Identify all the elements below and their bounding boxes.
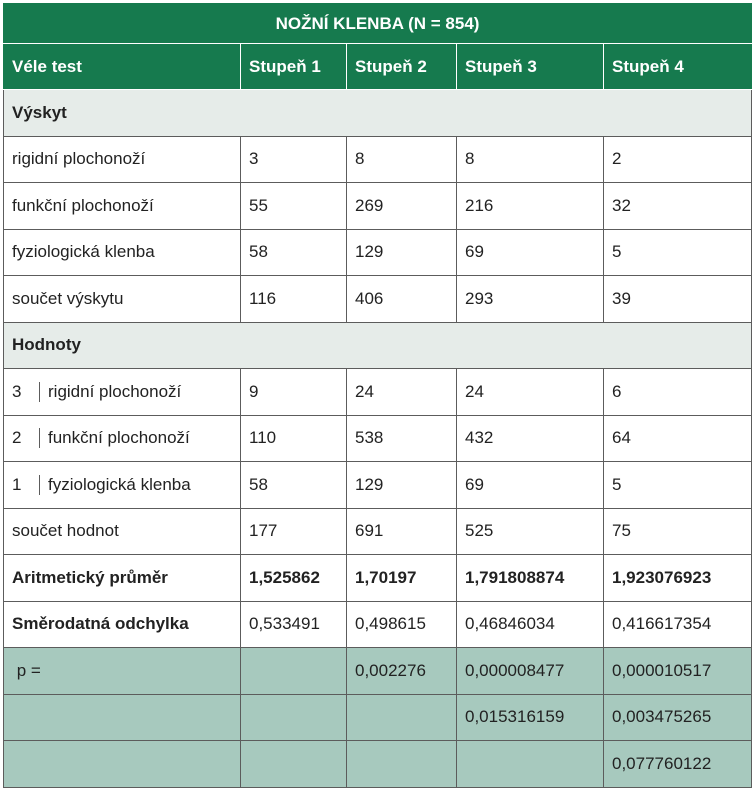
cell-value: 8	[347, 136, 457, 183]
cell-value: 58	[241, 462, 347, 509]
cell-value: 1,791808874	[457, 555, 604, 602]
cell-value: 1,525862	[241, 555, 347, 602]
header-test: Véle test	[4, 44, 241, 90]
header-grade-4: Stupeň 4	[604, 44, 752, 90]
row-index: 2	[4, 428, 40, 448]
table-row	[4, 462, 752, 509]
header-grade-3: Stupeň 3	[457, 44, 604, 90]
cell-value: 6	[604, 369, 752, 416]
cell-value	[241, 694, 347, 741]
cell-value	[347, 741, 457, 788]
cell-value: 525	[457, 508, 604, 555]
section-row-hodnoty	[4, 322, 752, 369]
foot-arch-table	[3, 3, 752, 788]
cell-value: 0,416617354	[604, 601, 752, 648]
row-label: fyziologická klenba	[48, 474, 191, 494]
data-table-container	[3, 3, 751, 788]
cell-value: 9	[241, 369, 347, 416]
table-row	[4, 183, 752, 230]
cell-value: 2	[604, 136, 752, 183]
cell-value	[241, 741, 347, 788]
table-row-p	[4, 694, 752, 741]
cell-value: 69	[457, 462, 604, 509]
table-header-row	[4, 44, 752, 90]
table-row-stddev	[4, 601, 752, 648]
cell-value: 58	[241, 229, 347, 276]
row-label: součet hodnot	[4, 508, 241, 555]
cell-value: 269	[347, 183, 457, 230]
table-title-row	[4, 4, 752, 44]
cell-value: 1,923076923	[604, 555, 752, 602]
table-row-mean	[4, 555, 752, 602]
cell-value: 0,000008477	[457, 648, 604, 695]
cell-value: 5	[604, 462, 752, 509]
cell-value: 116	[241, 276, 347, 323]
row-label: Aritmetický průměr	[4, 555, 241, 602]
cell-value: 64	[604, 415, 752, 462]
cell-value: 0,498615	[347, 601, 457, 648]
row-label: rigidní plochonoží	[4, 136, 241, 183]
row-index: 3	[4, 382, 40, 402]
row-index: 1	[4, 475, 40, 495]
row-label: funkční plochonoží	[48, 428, 190, 448]
cell-value: 216	[457, 183, 604, 230]
cell-value: 432	[457, 415, 604, 462]
cell-value: 691	[347, 508, 457, 555]
cell-value: 0,533491	[241, 601, 347, 648]
cell-value: 538	[347, 415, 457, 462]
cell-value: 129	[347, 462, 457, 509]
row-label: rigidní plochonoží	[48, 381, 182, 401]
cell-value	[457, 741, 604, 788]
cell-value: 5	[604, 229, 752, 276]
header-grade-2: Stupeň 2	[347, 44, 457, 90]
cell-value	[347, 694, 457, 741]
section-row-vyskyt	[4, 90, 752, 137]
cell-value: 8	[457, 136, 604, 183]
table-row-sum	[4, 508, 752, 555]
table-row	[4, 415, 752, 462]
cell-value: 406	[347, 276, 457, 323]
table-row-p	[4, 648, 752, 695]
cell-value: 69	[457, 229, 604, 276]
section-label: Hodnoty	[4, 322, 752, 369]
row-label: Směrodatná odchylka	[4, 601, 241, 648]
cell-value: 0,003475265	[604, 694, 752, 741]
cell-value: 32	[604, 183, 752, 230]
row-label	[4, 741, 241, 788]
row-label: součet výskytu	[4, 276, 241, 323]
row-label: fyziologická klenba	[4, 229, 241, 276]
cell-value: 293	[457, 276, 604, 323]
cell-value: 0,002276	[347, 648, 457, 695]
table-row-p	[4, 741, 752, 788]
cell-value: 1,70197	[347, 555, 457, 602]
section-label: Výskyt	[4, 90, 752, 137]
row-label: funkční plochonoží	[4, 183, 241, 230]
cell-value: 0,077760122	[604, 741, 752, 788]
cell-value: 0,46846034	[457, 601, 604, 648]
cell-value: 177	[241, 508, 347, 555]
cell-value: 0,015316159	[457, 694, 604, 741]
cell-value	[241, 648, 347, 695]
table-row	[4, 136, 752, 183]
row-label: p =	[4, 648, 241, 695]
table-row	[4, 229, 752, 276]
cell-value: 55	[241, 183, 347, 230]
cell-value: 3	[241, 136, 347, 183]
cell-value: 24	[347, 369, 457, 416]
table-row	[4, 369, 752, 416]
cell-value: 110	[241, 415, 347, 462]
table-row	[4, 276, 752, 323]
table-title: NOŽNÍ KLENBA (N = 854)	[4, 4, 752, 44]
row-label	[4, 694, 241, 741]
cell-value: 39	[604, 276, 752, 323]
cell-value: 24	[457, 369, 604, 416]
cell-value: 0,000010517	[604, 648, 752, 695]
header-grade-1: Stupeň 1	[241, 44, 347, 90]
cell-value: 129	[347, 229, 457, 276]
cell-value: 75	[604, 508, 752, 555]
